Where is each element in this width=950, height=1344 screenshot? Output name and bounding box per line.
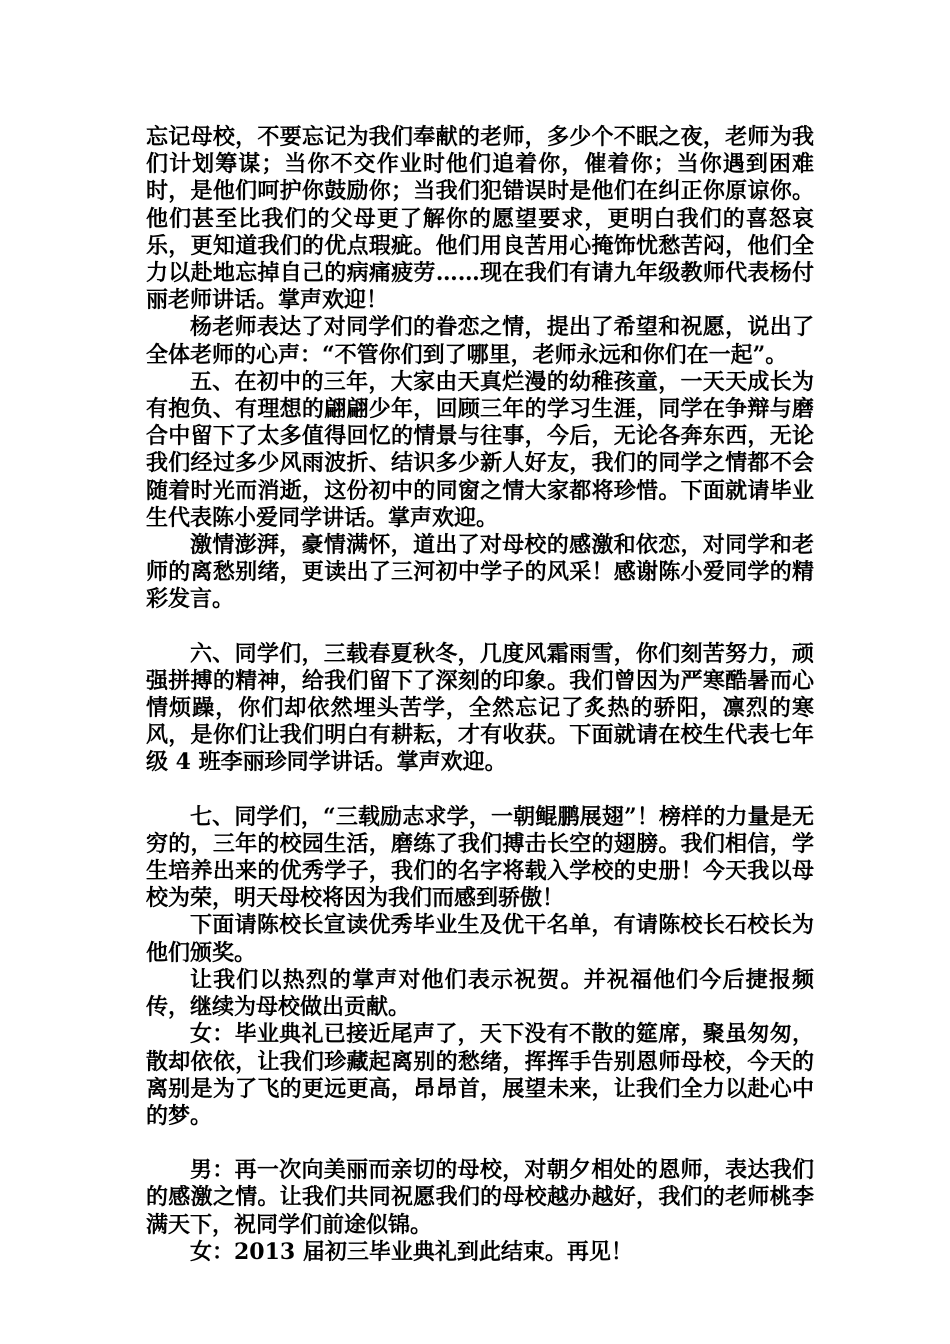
paragraph-section-seven: 七、同学们，“三载励志求学，一朝鲲鹏展翅”！榜样的力量是无穷的，三年的校园生活，磨练了我们搏击长空的翅膀。我们相信，学生培养出来的优秀学子，我们的名字将载入学校的史册！今天我以母校为荣，明天母校将因为我们而感到骄傲！ xyxy=(146,803,814,912)
paragraph-section-six: 六、同学们，三载春夏秋冬，几度风霜雨雪，你们刻苦努力，顽强拼搏的精神，给我们留下了深刻的印象。我们曾因为严寒酷暑而心情烦躁，你们却依然埋头苦学，全然忘记了炙热的骄阳，凛烈的寒风，是你们让我们明白有耕耘，才有收获。下面就请在校生代表七年级 4 班李丽珍同学讲话。掌声欢迎。 xyxy=(146,640,814,776)
document-page xyxy=(146,124,814,1266)
paragraph-graduate-response: 激情澎湃，豪情满怀，道出了对母校的感激和依恋，对同学和老师的离愁别绪，更读出了三河初中学子的风采！感谢陈小爱同学的精彩发言。 xyxy=(146,532,814,613)
paragraph-section-five: 五、在初中的三年，大家由天真烂漫的幼稚孩童，一天天成长为有抱负、有理想的翩翩少年，回顾三年的学习生涯，同学在争辩与磨合中留下了太多值得回忆的情景与往事，今后，无论各奔东西，无论我们经过多少风雨波折、结识多少新人好友，我们的同学之情都不会随着时光而消逝，这份初中的同窗之情大家都将珍惜。下面就请毕业生代表陈小爱同学讲话。掌声欢迎。 xyxy=(146,368,814,531)
blank-line xyxy=(146,777,814,804)
paragraph-female-closing: 女：毕业典礼已接近尾声了，天下没有不散的筵席，聚虽匆匆，散却依依，让我们珍藏起离别的愁绪，挥挥手告别恩师母校，今天的离别是为了飞的更远更高，昂昂首，展望未来，让我们全力以赴心中的梦。 xyxy=(146,1021,814,1129)
blank-line xyxy=(146,614,814,641)
paragraph-final: 女：2013 届初三毕业典礼到此结束。再见！ xyxy=(190,1238,633,1265)
paragraph-teacher-response: 杨老师表达了对同学们的眷恋之情，提出了希望和祝愿，说出了全体老师的心声：“不管你们到了哪里，老师永远和你们在一起”。 xyxy=(146,314,814,368)
blank-line xyxy=(146,1130,814,1157)
paragraph-awards: 下面请陈校长宣读优秀毕业生及优干名单，有请陈校长石校长为他们颁奖。 xyxy=(146,912,814,966)
paragraph-congratulations: 让我们以热烈的掌声对他们表示祝贺。并祝福他们今后捷报频传，继续为母校做出贡献。 xyxy=(146,966,814,1021)
paragraph-teacher-intro: 忘记母校，不要忘记为我们奉献的老师，多少个不眠之夜，老师为我们计划筹谋；当你不交作业时他们追着你，催着你；当你遇到困难时，是他们呵护你鼓励你；当我们犯错误时是他们在纠正你原谅你。他们甚至比我们的父母更了解你的愿望要求，更明白我们的喜怒哀乐，更知道我们的优点瑕疵。他们用良苦用心掩饰忧愁苦闷，他们全力以赴地忘掉自己的病痛疲劳……现在我们有请九年级教师代表杨付丽老师讲话。掌声欢迎！ xyxy=(146,124,814,314)
paragraph-male-closing: 男：再一次向美丽而亲切的母校，对朝夕相处的恩师，表达我们的感激之情。让我们共同祝愿我们的母校越办越好，我们的老师桃李满天下，祝同学们前途似锦。 xyxy=(146,1157,814,1238)
